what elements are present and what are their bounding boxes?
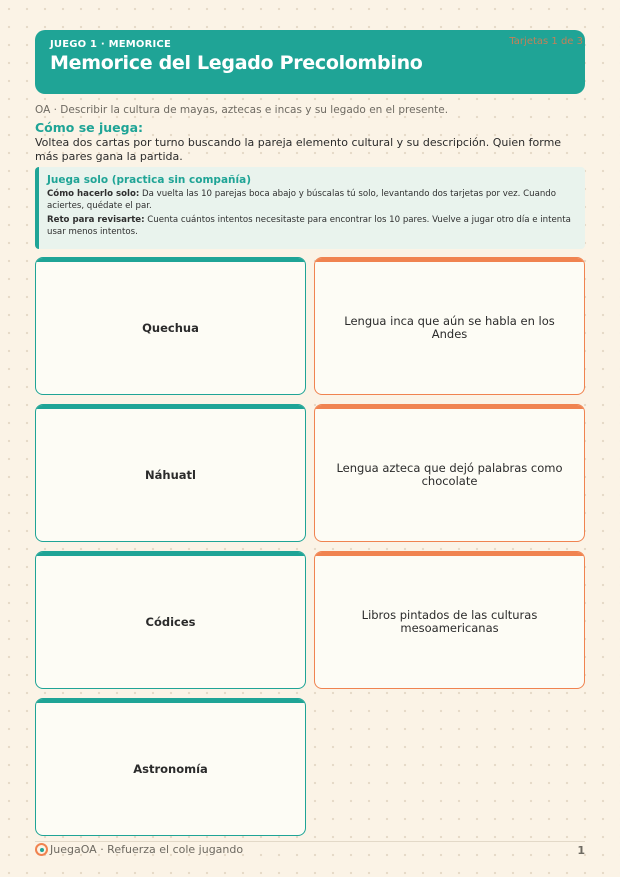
card-text: Lengua azteca que dejó palabras como chocolate — [336, 461, 563, 488]
brand-logo-icon — [35, 843, 48, 856]
card-text: Libros pintados de las culturas mesoamericanas — [361, 608, 538, 635]
memory-card-term[interactable] — [35, 257, 306, 395]
page-title: Memorice del Legado Precolombino — [50, 52, 423, 74]
memory-card-definition[interactable] — [314, 404, 585, 542]
page-number: 1 — [577, 844, 585, 857]
solo-play-box — [35, 167, 585, 249]
howto-title: Cómo se juega: — [35, 120, 144, 135]
card-text: Códices — [145, 614, 196, 629]
memory-card-definition[interactable] — [314, 551, 585, 689]
solo-challenge-text: Cuenta cuántos intentos necesitaste para encontrar los 10 pares. Vuelve a jugar otro día e intenta usar menos intentos. — [47, 215, 571, 237]
learning-objective: OA · Describir la cultura de mayas, aztecas e incas y su legado en el presente. — [35, 104, 449, 116]
memory-card-term[interactable] — [35, 698, 306, 836]
memory-card-definition[interactable] — [314, 257, 585, 395]
card-text: Astronomía — [133, 761, 208, 776]
footer-divider — [35, 841, 585, 842]
card-text: Lengua inca que aún se habla en los Andes — [344, 314, 555, 341]
howto-text: Voltea dos cartas por turno buscando la pareja elemento cultural y su descripción. Quien forme más pares gana la partida. — [35, 136, 562, 163]
memory-card-term[interactable] — [35, 404, 306, 542]
game-kicker: JUEGO 1 · MEMORICE — [50, 39, 172, 50]
solo-challenge-label: Reto para revisarte: — [47, 215, 145, 225]
solo-instruction — [47, 188, 575, 212]
card-text: Náhuatl — [145, 467, 196, 482]
card-text: Quechua — [142, 320, 199, 335]
solo-challenge — [47, 214, 575, 238]
solo-instruction-text: Da vuelta las 10 parejas boca abajo y búscalas tú solo, levantando dos tarjetas por vez. Cuando aciertes, quédate el par. — [47, 189, 557, 211]
solo-title: Juega solo (practica sin compañía) — [47, 174, 251, 186]
footer-brand: JuegaOA · Refuerza el cole jugando — [50, 843, 244, 856]
memory-card-term[interactable] — [35, 551, 306, 689]
page-tag: Tarjetas 1 de 3 — [509, 36, 583, 47]
page-header — [35, 30, 585, 94]
solo-instruction-label: Cómo hacerlo solo: — [47, 189, 140, 199]
